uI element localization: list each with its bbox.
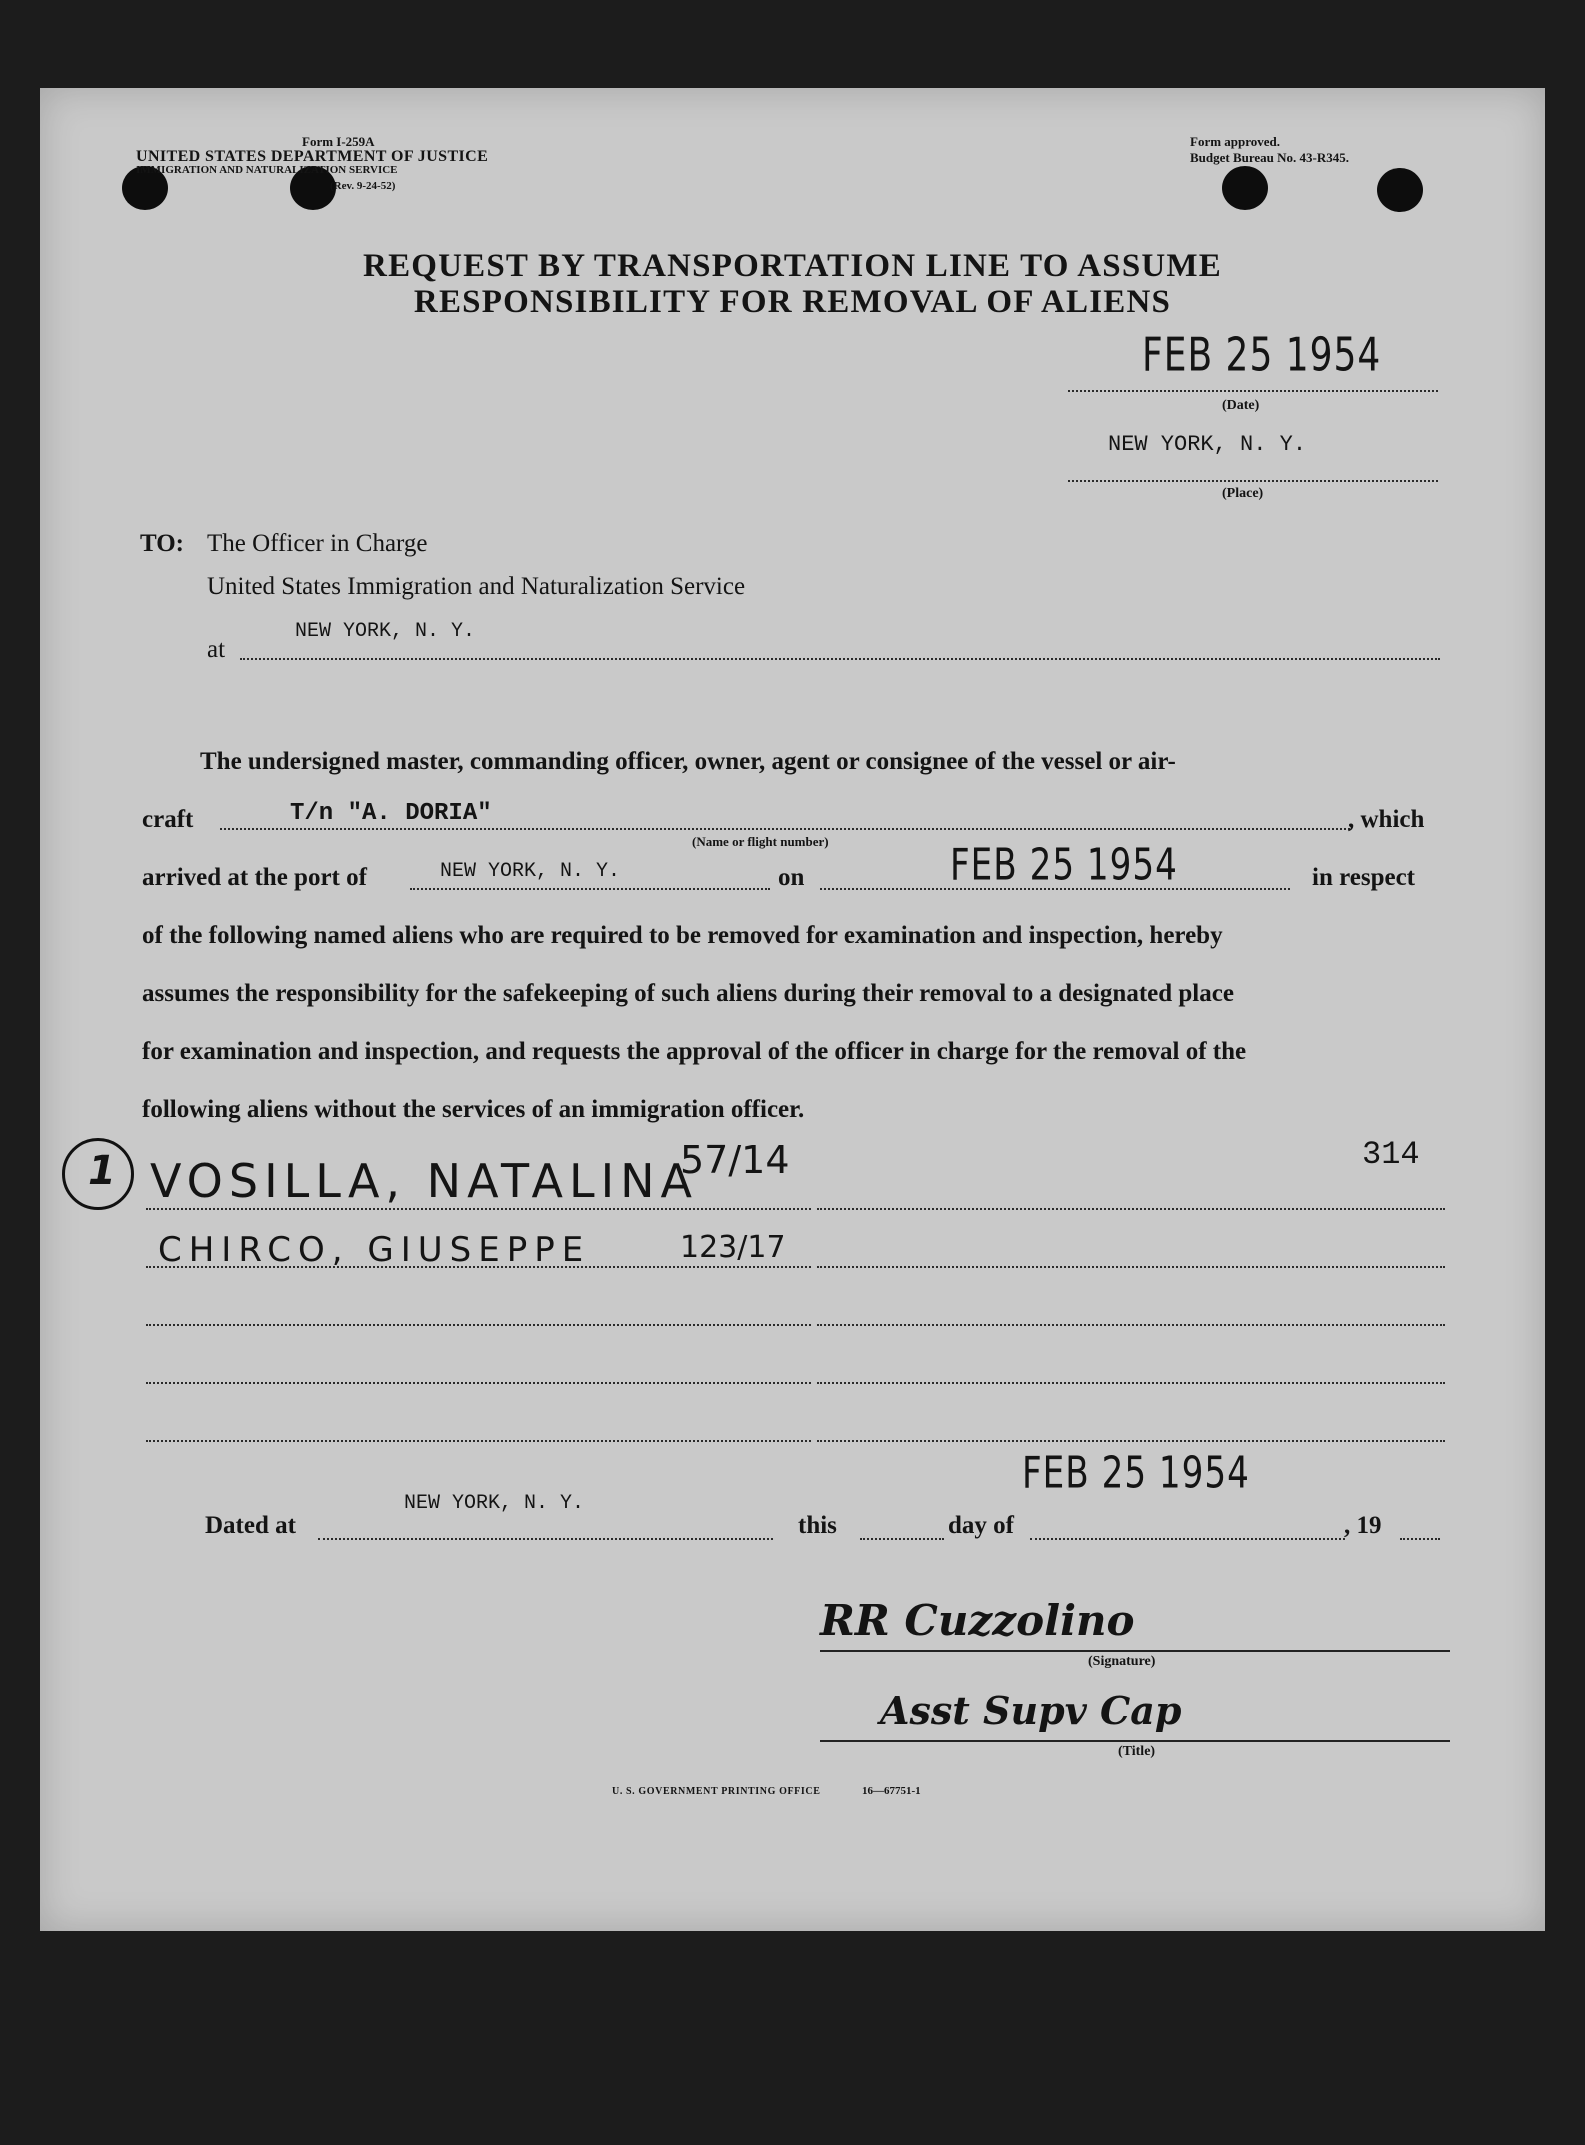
date-stamp: FEB 25 1954: [1142, 329, 1382, 382]
year-line: [1400, 1538, 1440, 1540]
budget-bureau-number: Budget Bureau No. 43-R345.: [1190, 150, 1350, 165]
vessel-caption: (Name or flight number): [692, 834, 829, 849]
alien-line-left-1: [146, 1208, 811, 1210]
alien-ref-1: 57/14: [680, 1138, 790, 1182]
alien-line-right-4: [817, 1382, 1445, 1384]
in-respect-label: in respect: [1312, 864, 1415, 891]
port-line: [410, 888, 770, 890]
punch-hole-right: [1377, 168, 1423, 212]
paragraph-line-4: assumes the responsibility for the safekeeping of such aliens during their removal to a designated place: [142, 980, 1234, 1007]
print-code: 16—67751-1: [862, 1785, 921, 1797]
printing-office: U. S. GOVERNMENT PRINTING OFFICE: [612, 1786, 821, 1797]
year-prefix: , 19: [1344, 1512, 1382, 1539]
dated-place-value: NEW YORK, N. Y.: [404, 1492, 585, 1515]
arrived-label: arrived at the port of: [142, 864, 367, 891]
punch-hole-right-inner: [1222, 166, 1268, 210]
to-label: TO:: [140, 530, 184, 557]
alien-line-left-2: [146, 1266, 811, 1268]
circled-entry-digit: 1: [88, 1148, 116, 1194]
alien-name-2: CHIRCO, GIUSEPPE: [158, 1230, 591, 1270]
form-title-line-1: REQUEST BY TRANSPORTATION LINE TO ASSUME: [363, 248, 1222, 284]
signature-caption: (Signature): [1088, 1654, 1156, 1669]
arrival-date-line: [820, 888, 1290, 890]
day-of-label: day of: [948, 1512, 1014, 1539]
paragraph-line-5: for examination and inspection, and requests the approval of the officer in charge for the removal of the: [142, 1038, 1247, 1065]
paragraph-line-6: following aliens without the services of an immigration officer.: [142, 1096, 805, 1123]
form-page: [40, 88, 1545, 1931]
dated-at-label: Dated at: [205, 1512, 296, 1539]
form-number: Form I-259A: [302, 134, 375, 149]
title-line: [820, 1740, 1450, 1742]
alien-ref-2: 123/17: [680, 1230, 786, 1265]
official-title: Asst Supv Cap: [880, 1688, 1182, 1733]
service-name: IMMIGRATION AND NATURALIZATION SERVICE: [136, 164, 398, 176]
dated-place-line: [318, 1538, 773, 1540]
alien-line-right-1: [817, 1208, 1445, 1210]
alien-name-1: VOSILLA, NATALINA: [150, 1154, 699, 1208]
alien-line-left-5: [146, 1440, 811, 1442]
form-approved: Form approved.: [1190, 134, 1281, 149]
alien-line-right-2: [817, 1266, 1445, 1268]
place-value: NEW YORK, N. Y.: [1108, 432, 1307, 457]
alien-line-right-5: [817, 1440, 1445, 1442]
place-caption: (Place): [1222, 486, 1264, 501]
place-line: [1068, 480, 1438, 482]
dated-stamp: FEB 25 1954: [1022, 1447, 1250, 1498]
this-label: this: [798, 1512, 837, 1539]
day-line: [860, 1538, 944, 1540]
signature-line: [820, 1650, 1450, 1652]
at-label: at: [207, 636, 226, 663]
alien-line-right-3: [817, 1324, 1445, 1326]
addressee-line-2: United States Immigration and Naturalization Service: [207, 573, 746, 600]
department-name: UNITED STATES DEPARTMENT OF JUSTICE: [136, 148, 489, 165]
revision-date: (Rev. 9-24-52): [330, 180, 396, 192]
arrival-date-stamp: FEB 25 1954: [950, 839, 1178, 890]
which-label: , which: [1348, 806, 1425, 833]
at-line: [240, 658, 1440, 660]
title-caption: (Title): [1118, 1744, 1156, 1759]
addressee-line-1: The Officer in Charge: [207, 530, 428, 557]
at-location-value: NEW YORK, N. Y.: [295, 620, 476, 643]
date-caption: (Date): [1222, 398, 1260, 413]
alien-count-number: 314: [1362, 1136, 1420, 1173]
port-value: NEW YORK, N. Y.: [440, 860, 621, 883]
on-label: on: [778, 864, 805, 891]
signature: RR Cuzzolino: [820, 1596, 1135, 1645]
alien-line-left-3: [146, 1324, 811, 1326]
paragraph-line-1: The undersigned master, commanding officer, owner, agent or consignee of the vessel or air-: [200, 748, 1176, 775]
paragraph-line-3: of the following named aliens who are required to be removed for examination and inspection, hereby: [142, 922, 1223, 949]
form-title-line-2: RESPONSIBILITY FOR REMOVAL OF ALIENS: [413, 284, 1172, 320]
alien-line-left-4: [146, 1382, 811, 1384]
date-line: [1068, 390, 1438, 392]
vessel-line: [220, 828, 1350, 830]
month-line: [1030, 1538, 1345, 1540]
vessel-name: T/n "A. DORIA": [290, 800, 492, 827]
craft-label: craft: [142, 806, 194, 833]
